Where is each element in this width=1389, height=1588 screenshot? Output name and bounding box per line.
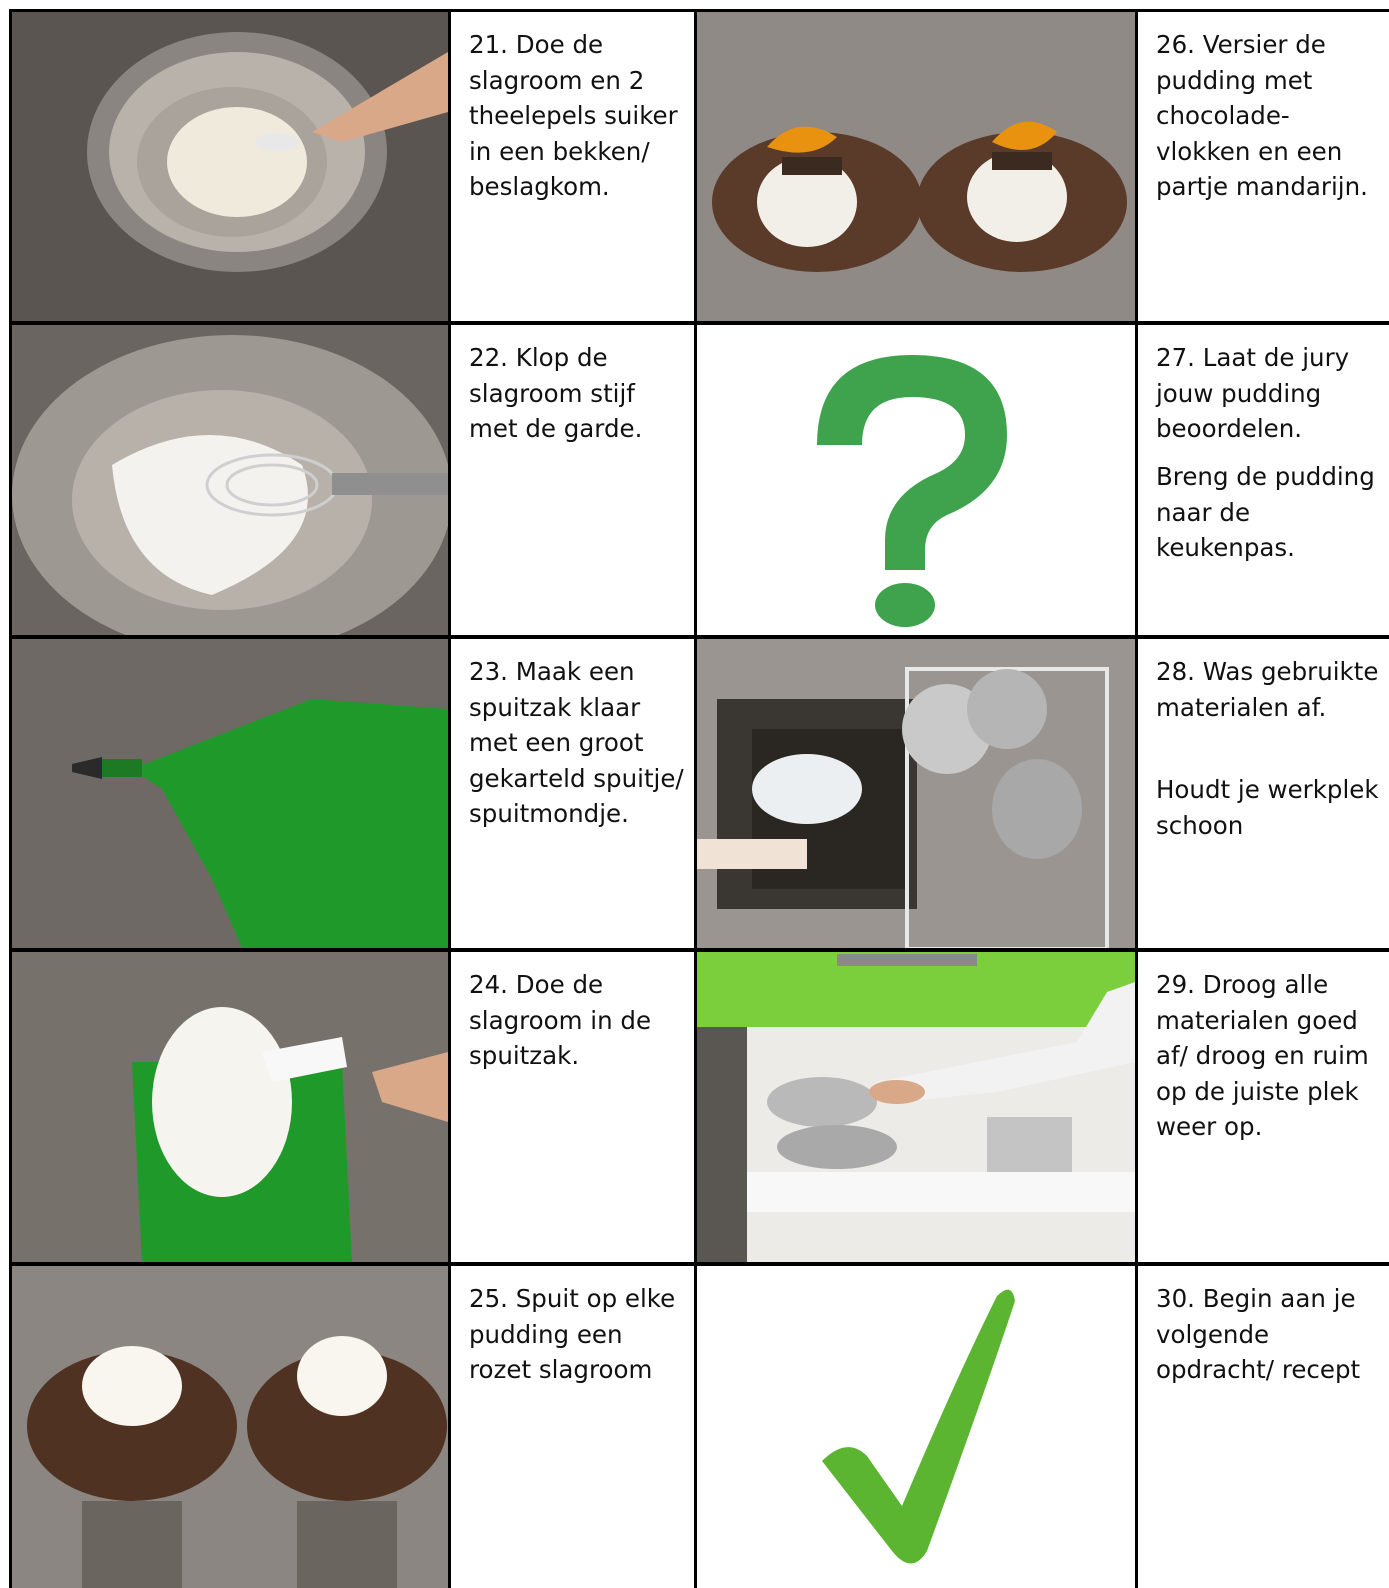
step-29-photo [697,952,1135,1262]
checkmark-icon [697,1266,1135,1588]
step-24-photo [12,952,448,1262]
step-25-photo [12,1266,448,1588]
step-30-image-cell [697,1266,1135,1588]
step-24-text: 24. Doe de slagroom in de spuitzak. [469,970,652,1070]
recipe-steps-table [9,9,1389,1588]
step-25-text: 25. Spuit op elke pudding een rozet slagroom [469,1284,676,1384]
step-26-text: 26. Versier de pudding met chocolade-vlokken en een partje mandarijn. [1156,30,1368,201]
step-22-text-cell [451,325,694,635]
step-26-photo [697,12,1135,321]
step-22-photo [12,325,448,635]
step-25-text-cell [451,1266,694,1588]
step-28-text2: Houdt je werkplek schoon [1156,775,1379,840]
step-21-photo [12,12,448,321]
step-29-text: 29. Droog alle materialen goed af/ droog en ruim op de juiste plek weer op. [1156,970,1369,1141]
step-22-text: 22. Klop de slagroom stijf met de garde. [469,343,643,443]
step-28-text-cell [1138,639,1389,948]
step-28-photo [697,639,1135,948]
step-26-text-cell [1138,12,1389,321]
step-24-text-cell [451,952,694,1262]
step-23-photo [12,639,448,948]
step-21-text: 21. Doe de slagroom en 2 theelepels suiker in een bekken/ beslagkom. [469,30,678,201]
step-30-text: 30. Begin aan je volgende opdracht/ recept [1156,1284,1361,1384]
step-27-text: 27. Laat de jury jouw pudding beoordelen. [1156,343,1350,443]
step-30-text-cell [1138,1266,1389,1588]
step-29-text-cell [1138,952,1389,1262]
step-23-text-cell [451,639,694,948]
question-mark-icon [697,325,1135,635]
step-27-text2: Breng de pudding naar de keukenpas. [1156,462,1375,562]
step-28-text: 28. Was gebruikte materialen af. [1156,657,1379,722]
step-21-text-cell [451,12,694,321]
step-27-text-cell [1138,325,1389,635]
step-23-text: 23. Maak een spuitzak klaar met een groot gekarteld spuitje/ spuitmondje. [469,657,684,828]
step-27-image-cell [697,325,1135,635]
